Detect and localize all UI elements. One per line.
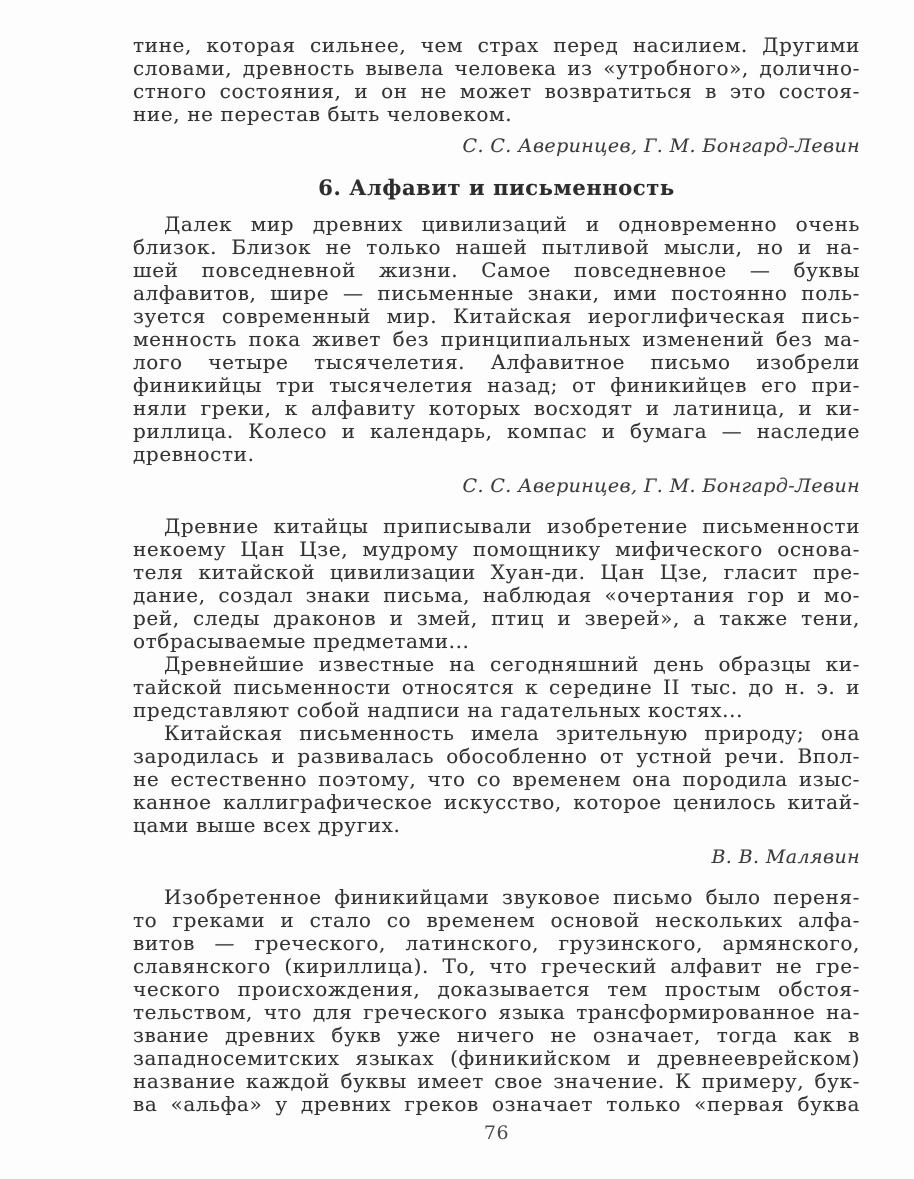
text-block [133, 34, 860, 1116]
text-line: Китайская письменность имела зрительную природу; она [164, 721, 860, 745]
text-line: некоему Цан Цзе, мудрому помощнику мифического основа- [133, 537, 860, 561]
text-line: западносемитских языках (финикийском и древнееврейском) [133, 1046, 860, 1070]
paragraph-oracle-bones [133, 653, 860, 722]
text-line: рей, следы драконов и змей, птиц и зверей», а также тени, [133, 606, 860, 630]
text-line: то греками и стало со временем основой нескольких алфа- [133, 908, 860, 932]
text-line: алфавитов, шире — письменные знаки, ими постоянно поль- [133, 281, 860, 305]
text-line: канное каллиграфическое искусство, которое ценилось китай- [133, 790, 860, 814]
text-line: витов — греческого, латинского, грузинского, армянского, [133, 931, 860, 955]
text-line: Далек мир древних цивилизаций и одновременно очень [164, 212, 860, 236]
paragraph-continuation [133, 34, 860, 126]
text-line: зуется современный мир. Китайская иероглифическая пись- [133, 304, 860, 328]
text-line: близок. Близок не только нашей пытливой мысли, но и на- [133, 235, 860, 259]
text-line: цами выше всех других. [133, 813, 401, 837]
text-line: няли греки, к алфавиту которых восходят и латиница, и ки- [133, 396, 860, 420]
text-line: стного состояния, и он не может возвратиться в это состоя- [133, 79, 860, 103]
text-line: представляют собой надписи на гадательных костях... [133, 698, 744, 722]
text-line: дание, создал знаки письма, наблюдая «очертания гор и мо- [133, 583, 860, 607]
text-line: шей повседневной жизни. Самое повседневное — буквы [133, 258, 860, 282]
text-line: Древнейшие известные на сегодняшний день образцы ки- [164, 652, 860, 676]
author-attribution: В. В. Малявин [711, 846, 860, 868]
text-line: ческого происхождения, доказывается тем простым обстоя- [133, 977, 860, 1001]
text-line: ва «альфа» у древних греков означает только «первая буква [133, 1092, 860, 1116]
author-attribution: С. С. Аверинцев, Г. М. Бонгард-Левин [462, 135, 860, 157]
text-line: тайской письменности относятся к середине II тыс. до н. э. и [133, 675, 860, 699]
text-line: название каждой буквы имеет свое значение. К примеру, бук- [133, 1069, 860, 1093]
text-line: тельством, что для греческого языка трансформированное на- [133, 1000, 860, 1024]
text-line: финикийцы три тысячелетия назад; от финикийцев его при- [133, 373, 860, 397]
text-line: не естественно поэтому, что со временем она породила изыс- [133, 767, 860, 791]
text-line: славянского (кириллица). То, что греческий алфавит не гре- [133, 954, 860, 978]
text-line: менность пока живет без принципиальных изменений без ма- [133, 327, 860, 351]
paragraph-intro [133, 213, 860, 466]
text-line: отбрасываемые предметами... [133, 629, 470, 653]
text-line: тине, которая сильнее, чем страх перед насилием. Другими [133, 33, 860, 57]
text-line: Изобретенное финикийцами звуковое письмо было переня- [164, 885, 860, 909]
paragraph-calligraphy [133, 722, 860, 837]
text-line: звание древних букв уже ничего не означает, тогда как в [133, 1023, 860, 1047]
page-number: 76 [483, 1122, 510, 1144]
section-heading: 6. Алфавит и письменность [318, 175, 675, 200]
text-line: ние, не перестав быть человеком. [133, 102, 513, 126]
text-line: Древние китайцы приписывали изобретение письменности [164, 514, 860, 538]
text-line: риллица. Колесо и календарь, компас и бумага — наследие [133, 419, 860, 443]
paragraph-tsang-tse [133, 515, 860, 653]
author-attribution: С. С. Аверинцев, Г. М. Бонгард-Левин [462, 475, 860, 497]
text-line: зародилась и развивалась обособленно от устной речи. Впол- [133, 744, 860, 768]
text-line: теля китайской цивилизации Хуан-ди. Цан Цзе, гласит пре- [133, 560, 860, 584]
text-line: словами, древность вывела человека из «утробного», долично- [133, 56, 860, 80]
text-line: древности. [133, 442, 255, 466]
paragraph-phoenician-alphabet [133, 886, 860, 1116]
text-line: лого четыре тысячелетия. Алфавитное письмо изобрели [133, 350, 860, 374]
